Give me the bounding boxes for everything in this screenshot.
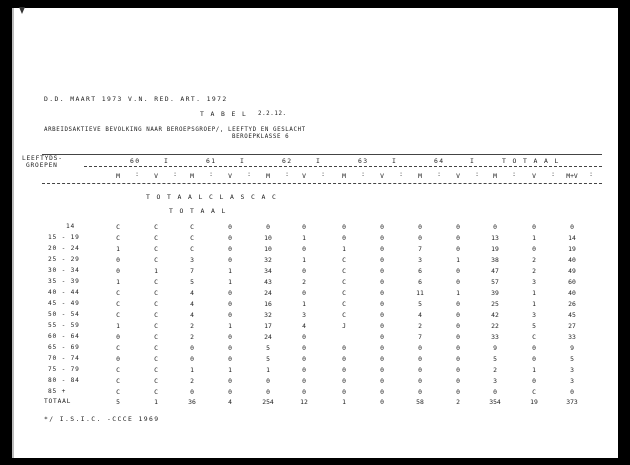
table-cell: 33 (568, 333, 576, 341)
table-cell: 38 (491, 256, 499, 264)
total-cell: 58 (416, 398, 424, 406)
table-cell: 0 (380, 388, 384, 396)
row-age-label: 85 + (48, 388, 67, 395)
table-cell: C (190, 234, 194, 242)
column-separator: : (285, 170, 289, 178)
table-cell: C (532, 388, 536, 396)
table-cell: C (116, 344, 120, 352)
table-cell: 49 (568, 267, 576, 275)
table-cell: 2 (418, 322, 422, 330)
table-cell: 1 (228, 267, 232, 275)
table-cell: 1 (116, 322, 120, 330)
table-cell: 19 (491, 245, 499, 253)
table-cell: C (154, 234, 158, 242)
table-cell: C (154, 289, 158, 297)
table-cell: 7 (418, 333, 422, 341)
table-cell: 0 (456, 234, 460, 242)
table-cell: 0 (418, 234, 422, 242)
table-cell: 0 (380, 311, 384, 319)
table-cell: 14 (568, 234, 576, 242)
table-cell: 40 (568, 289, 576, 297)
total-cell: 373 (566, 398, 578, 406)
table-cell: C (116, 234, 120, 242)
table-cell: 1 (190, 366, 194, 374)
column-separator: : (551, 170, 555, 178)
table-cell: C (154, 223, 158, 231)
table-cell: 1 (228, 322, 232, 330)
sex-header-8: M (418, 172, 422, 180)
row-age-label: 35 - 39 (48, 278, 80, 285)
table-cell: 45 (568, 311, 576, 319)
table-cell: 2 (532, 267, 536, 275)
table-cell: 1 (302, 234, 306, 242)
table-cell: 0 (116, 267, 120, 275)
table-cell: 3 (190, 256, 194, 264)
table-cell: 0 (380, 300, 384, 308)
table-cell: 0 (532, 223, 536, 231)
total-cell: 12 (300, 398, 308, 406)
table-cell: 2 (532, 256, 536, 264)
table-cell: C (154, 355, 158, 363)
group-header-5: T O T A A L (502, 157, 560, 165)
table-cell: 4 (190, 300, 194, 308)
row-age-label: 70 - 74 (48, 355, 80, 362)
table-cell: C (116, 377, 120, 385)
column-separator: : (321, 170, 325, 178)
table-cell: 0 (380, 366, 384, 374)
total-cell: 1 (342, 398, 346, 406)
table-cell: 0 (228, 377, 232, 385)
table-cell: 0 (456, 278, 460, 286)
table-number: 2.2.12. (258, 111, 287, 117)
table-cell: 0 (532, 377, 536, 385)
table-cell: 1 (266, 366, 270, 374)
table-cell: 2 (190, 377, 194, 385)
table-cell: 17 (264, 322, 272, 330)
table-cell: 32 (264, 256, 272, 264)
table-cell: 0 (342, 234, 346, 242)
group-header-1: 61 (206, 157, 217, 165)
table-cell: 57 (491, 278, 499, 286)
table-cell: 0 (302, 377, 306, 385)
row-age-label: 55 - 59 (48, 322, 80, 329)
table-cell: 0 (380, 344, 384, 352)
table-cell: 0 (302, 245, 306, 253)
table-cell: C (116, 311, 120, 319)
table-cell: C (154, 300, 158, 308)
table-cell: 1 (154, 267, 158, 275)
table-cell: 5 (266, 355, 270, 363)
header-rule-top (42, 154, 602, 155)
table-cell: 0 (418, 366, 422, 374)
row-age-label: 15 - 19 (48, 234, 80, 241)
table-cell: 47 (491, 267, 499, 275)
table-cell: 0 (228, 300, 232, 308)
table-cell: 2 (190, 333, 194, 341)
table-cell: 1 (116, 245, 120, 253)
table-cell: 40 (568, 256, 576, 264)
row-age-label: 45 - 49 (48, 300, 80, 307)
group-separator: I (392, 157, 398, 165)
table-cell: 0 (228, 344, 232, 352)
table-cell: 0 (228, 388, 232, 396)
row-age-label: 60 - 64 (48, 333, 80, 340)
total-cell: 1 (154, 398, 158, 406)
table-cell: 0 (456, 245, 460, 253)
table-cell: 0 (228, 289, 232, 297)
table-cell: C (154, 322, 158, 330)
table-cell: C (116, 300, 120, 308)
table-cell: 0 (532, 344, 536, 352)
table-cell: 7 (190, 267, 194, 275)
sex-header-10: M (493, 172, 497, 180)
table-cell: C (154, 311, 158, 319)
group-header-0: 60 (130, 157, 141, 165)
table-cell: 0 (342, 223, 346, 231)
group-separator: I (470, 157, 476, 165)
table-cell: 0 (456, 355, 460, 363)
total-row-label: TOTAAL (44, 398, 72, 405)
table-cell: 39 (491, 289, 499, 297)
sex-header-4: M (266, 172, 270, 180)
table-cell: 32 (264, 311, 272, 319)
sex-header-2: M (190, 172, 194, 180)
table-cell: 3 (418, 256, 422, 264)
table-cell: 42 (491, 311, 499, 319)
table-cell: 13 (491, 234, 499, 242)
table-cell: 0 (228, 311, 232, 319)
table-cell: 0 (266, 388, 270, 396)
table-cell: C (154, 377, 158, 385)
table-cell: 4 (190, 311, 194, 319)
table-cell: 3 (570, 366, 574, 374)
header-rule-bottom (42, 183, 602, 184)
row-age-label: 14 (66, 223, 76, 230)
group-header-4: 64 (434, 157, 445, 165)
table-cell: 0 (342, 366, 346, 374)
table-cell: C (342, 267, 346, 275)
table-cell: 0 (266, 377, 270, 385)
sex-header-12: M+V (566, 172, 578, 180)
table-cell: 0 (228, 256, 232, 264)
table-cell: 22 (491, 322, 499, 330)
table-cell: 34 (264, 267, 272, 275)
document-page (12, 8, 618, 458)
table-ref: T A B E L (200, 110, 248, 118)
table-cell: 0 (302, 289, 306, 297)
table-cell: 1 (228, 278, 232, 286)
table-cell: 0 (456, 377, 460, 385)
table-cell: 0 (418, 388, 422, 396)
corner-mark-icon (19, 7, 25, 14)
table-cell: C (154, 245, 158, 253)
table-cell: C (154, 344, 158, 352)
table-cell: C (116, 366, 120, 374)
table-cell: 3 (532, 278, 536, 286)
totaal-label: T O T A A L (169, 207, 227, 215)
sex-header-3: V (228, 172, 232, 180)
table-cell: 0 (116, 333, 120, 341)
table-cell: 0 (380, 234, 384, 242)
table-cell: C (116, 388, 120, 396)
table-cell: J (342, 322, 346, 330)
table-cell: 1 (456, 256, 460, 264)
sex-header-6: M (342, 172, 346, 180)
table-cell: 0 (380, 278, 384, 286)
table-cell: 0 (302, 388, 306, 396)
table-cell: 0 (342, 355, 346, 363)
column-separator: : (209, 170, 213, 178)
row-age-label: 80 - 84 (48, 377, 80, 384)
table-cell: C (190, 223, 194, 231)
table-cell: 1 (116, 278, 120, 286)
table-cell: 5 (532, 322, 536, 330)
age-header-2: GROEPEN (26, 162, 58, 169)
row-age-label: 25 - 29 (48, 256, 80, 263)
table-cell: 1 (532, 366, 536, 374)
table-cell: C (154, 278, 158, 286)
table-cell: 9 (493, 344, 497, 352)
table-cell: 0 (302, 344, 306, 352)
row-age-label: 50 - 54 (48, 311, 80, 318)
table-cell: C (190, 245, 194, 253)
sex-header-1: V (154, 172, 158, 180)
sex-header-7: V (380, 172, 384, 180)
table-cell: 6 (418, 278, 422, 286)
group-separator: I (240, 157, 246, 165)
table-cell: 1 (302, 256, 306, 264)
table-cell: 0 (116, 256, 120, 264)
row-age-label: 40 - 44 (48, 289, 80, 296)
table-cell: 0 (302, 267, 306, 275)
table-cell: 0 (228, 333, 232, 341)
table-cell: 0 (493, 223, 497, 231)
table-cell: C (342, 300, 346, 308)
table-cell: C (342, 311, 346, 319)
table-cell: 0 (570, 223, 574, 231)
column-separator: : (173, 170, 177, 178)
table-cell: 0 (418, 377, 422, 385)
table-cell: 33 (491, 333, 499, 341)
table-cell: C (532, 333, 536, 341)
table-subtitle: BEROEPKLASSE 6 (232, 134, 290, 140)
table-cell: 1 (532, 289, 536, 297)
table-cell: 10 (264, 234, 272, 242)
table-cell: 0 (380, 223, 384, 231)
table-cell: 1 (302, 300, 306, 308)
source-line: D.D. MAART 1973 V.N. RED. ART. 1972 (44, 95, 228, 103)
table-cell: 60 (568, 278, 576, 286)
total-cell: 0 (380, 398, 384, 406)
table-cell: 4 (418, 311, 422, 319)
table-cell: C (154, 366, 158, 374)
table-cell: 0 (302, 223, 306, 231)
table-cell: 0 (380, 355, 384, 363)
column-separator: : (399, 170, 403, 178)
totaal-classification-label: T O T A A L C L A S C A C (146, 193, 278, 201)
table-cell: 0 (380, 289, 384, 297)
table-cell: 0 (190, 344, 194, 352)
table-cell: 0 (493, 388, 497, 396)
table-cell: 6 (418, 267, 422, 275)
table-cell: 0 (302, 333, 306, 341)
table-cell: 0 (380, 267, 384, 275)
total-cell: 254 (262, 398, 274, 406)
table-cell: 16 (264, 300, 272, 308)
column-separator: : (512, 170, 516, 178)
table-cell: 0 (456, 311, 460, 319)
table-cell: 0 (228, 223, 232, 231)
table-cell: 25 (491, 300, 499, 308)
table-cell: 0 (380, 245, 384, 253)
column-separator: : (135, 170, 139, 178)
column-separator: : (589, 170, 593, 178)
row-age-label: 30 - 34 (48, 267, 80, 274)
table-cell: 0 (418, 223, 422, 231)
age-header: LEEFTYDS- (22, 155, 63, 162)
total-cell: 2 (456, 398, 460, 406)
table-cell: 11 (416, 289, 424, 297)
table-title: ARBEIDSAKTIEVE BEVOLKING NAAR BEROEPSGROEP/, LEEFTYD EN GESLACHT (44, 127, 306, 133)
table-cell: 0 (266, 223, 270, 231)
table-cell: 0 (228, 245, 232, 253)
table-cell: C (342, 256, 346, 264)
header-rule-middle (84, 166, 602, 167)
table-cell: 0 (228, 355, 232, 363)
table-cell: 1 (532, 234, 536, 242)
group-header-2: 62 (282, 157, 293, 165)
footnote: */ I.S.I.C. -CCCE 1969 (44, 415, 160, 423)
table-cell: 0 (532, 245, 536, 253)
row-age-label: 65 - 69 (48, 344, 80, 351)
table-cell: 0 (456, 267, 460, 275)
total-cell: 5 (116, 398, 120, 406)
table-cell: 0 (228, 234, 232, 242)
total-cell: 354 (489, 398, 501, 406)
table-cell: 3 (570, 377, 574, 385)
table-cell: 0 (418, 344, 422, 352)
table-cell: 43 (264, 278, 272, 286)
column-separator: : (361, 170, 365, 178)
table-cell: 4 (302, 322, 306, 330)
table-cell: 0 (456, 366, 460, 374)
table-cell: 0 (342, 344, 346, 352)
table-cell: 9 (570, 344, 574, 352)
table-cell: C (154, 388, 158, 396)
table-cell: 5 (190, 278, 194, 286)
table-cell: C (342, 289, 346, 297)
sex-header-9: V (456, 172, 460, 180)
table-cell: 0 (570, 388, 574, 396)
table-cell: 0 (342, 388, 346, 396)
table-cell: 0 (380, 377, 384, 385)
table-cell: 5 (418, 300, 422, 308)
table-cell: 7 (418, 245, 422, 253)
group-separator: I (164, 157, 170, 165)
sex-header-0: M (116, 172, 120, 180)
table-cell: 2 (493, 366, 497, 374)
table-cell: 0 (456, 300, 460, 308)
table-cell: 3 (493, 377, 497, 385)
table-cell: 0 (302, 366, 306, 374)
total-cell: 4 (228, 398, 232, 406)
table-cell: 2 (302, 278, 306, 286)
table-cell: 10 (264, 245, 272, 253)
table-cell: 5 (570, 355, 574, 363)
table-cell: C (154, 333, 158, 341)
table-cell: 27 (568, 322, 576, 330)
table-cell: 0 (190, 355, 194, 363)
table-cell: 1 (342, 245, 346, 253)
row-age-label: 20 - 24 (48, 245, 80, 252)
sex-header-5: V (302, 172, 306, 180)
table-cell: 19 (568, 245, 576, 253)
group-separator: I (316, 157, 322, 165)
table-cell: 0 (532, 355, 536, 363)
table-cell: 0 (190, 388, 194, 396)
total-cell: 36 (188, 398, 196, 406)
table-cell: 0 (116, 355, 120, 363)
total-cell: 19 (530, 398, 538, 406)
table-cell: C (116, 289, 120, 297)
table-cell: 26 (568, 300, 576, 308)
table-cell: 0 (456, 344, 460, 352)
table-cell: 24 (264, 289, 272, 297)
column-separator: : (247, 170, 251, 178)
table-cell: 3 (532, 311, 536, 319)
row-age-label: 75 - 79 (48, 366, 80, 373)
table-cell: 2 (190, 322, 194, 330)
table-cell: 0 (380, 256, 384, 264)
table-cell: 0 (456, 322, 460, 330)
table-cell: C (342, 278, 346, 286)
table-cell: 1 (456, 289, 460, 297)
table-cell: 0 (418, 355, 422, 363)
table-cell: 4 (190, 289, 194, 297)
table-cell: C (154, 256, 158, 264)
table-cell: 5 (493, 355, 497, 363)
column-separator: : (475, 170, 479, 178)
table-cell: 0 (380, 333, 384, 341)
table-cell: 0 (456, 223, 460, 231)
table-cell: 0 (456, 333, 460, 341)
table-cell: 1 (532, 300, 536, 308)
table-cell: 0 (456, 388, 460, 396)
table-cell: 3 (302, 311, 306, 319)
table-cell: 1 (228, 366, 232, 374)
table-cell: 24 (264, 333, 272, 341)
sex-header-11: V (532, 172, 536, 180)
table-cell: 5 (266, 344, 270, 352)
group-header-3: 63 (358, 157, 369, 165)
table-cell: 0 (380, 322, 384, 330)
table-cell: 0 (302, 355, 306, 363)
table-cell: C (116, 223, 120, 231)
column-separator: : (437, 170, 441, 178)
table-cell: 0 (342, 377, 346, 385)
